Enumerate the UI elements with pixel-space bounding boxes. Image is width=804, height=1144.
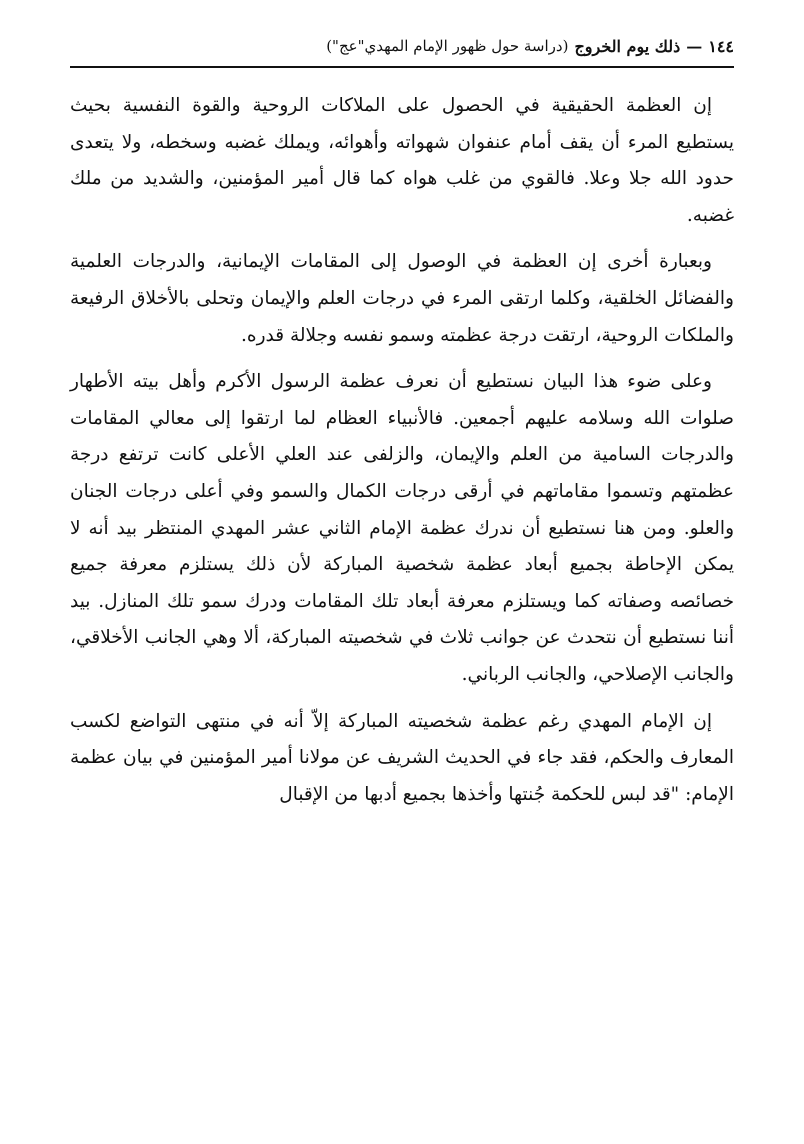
running-header xyxy=(70,28,734,64)
paragraph-3: وعلى ضوء هذا البيان نستطيع أن نعرف عظمة الرسول الأكرم وأهل بيته الأطهار صلوات الله وسلامه عليهم أجمعين. فالأنبياء العظام لما ارتقوا إلى معالي المقامات والدرجات السامية من العلم والإيمان، والزلفى عند العلي الأعلى كانت ترتفع درجة عظمتهم وتسموا مقاماتهم في أرقى درجات الكمال والسمو وفي أعلى درجات الجنان والعلو. ومن هنا نستطيع أن ندرك عظمة الإمام الثاني عشر المهدي المنتظر بيد أنه لا يمكن الإحاطة بجميع أبعاد عظمة شخصية المباركة لأن ذلك يستلزم معرفة جميع خصائصه وصفاته كما ويستلزم معرفة أبعاد تلك المقامات ودرك سمو تلك المنازل. بيد أننا نستطيع أن نتحدث عن جوانب ثلاث في شخصيته المباركة، ألا وهي الجانب الأخلاقي، والجانب الإصلاحي، والجانب الرباني. xyxy=(70,371,734,685)
book-title: ذلك يوم الخروج xyxy=(574,36,681,56)
header-dash: — xyxy=(686,36,703,56)
book-subtitle: (دراسة حول ظهور الإمام المهدي"عج") xyxy=(326,37,569,55)
paragraph-4: إن الإمام المهدي رغم عظمة شخصيته المباركة إلاّ أنه في منتهى التواضع لكسب المعارف والحكم، فقد جاء في الحديث الشريف عن مولانا أمير المؤمنين في بيان عظمة الإمام: "قد لبس للحكمة جُنتها وأخذها بجميع أدبها من الإقبال xyxy=(70,710,734,805)
paragraph-2: وبعبارة أخرى إن العظمة في الوصول إلى المقامات الإيمانية، والدرجات العلمية والفضائل الخلقية، وكلما ارتقى المرء في درجات العلم والإيمان وتحلى بالأخلاق الرفيعة والملكات الروحية، ارتقت درجة عظمته وسمو نفسه وجلالة قدره. xyxy=(70,251,734,346)
page-number: ١٤٤ xyxy=(708,36,734,56)
body-text xyxy=(70,88,734,823)
paragraph-1: إن العظمة الحقيقية في الحصول على الملاكات الروحية والقوة النفسية بحيث يستطيع المرء أن يقف أمام عنفوان شهواته وأهوائه، ويملك غضبه وسخطه، ولا يتعدى حدود الله جلا وعلا. فالقوي من غلب هواه كما قال أمير المؤمنين، والشديد من ملك غضبه. xyxy=(70,95,734,226)
header-divider xyxy=(70,66,734,68)
